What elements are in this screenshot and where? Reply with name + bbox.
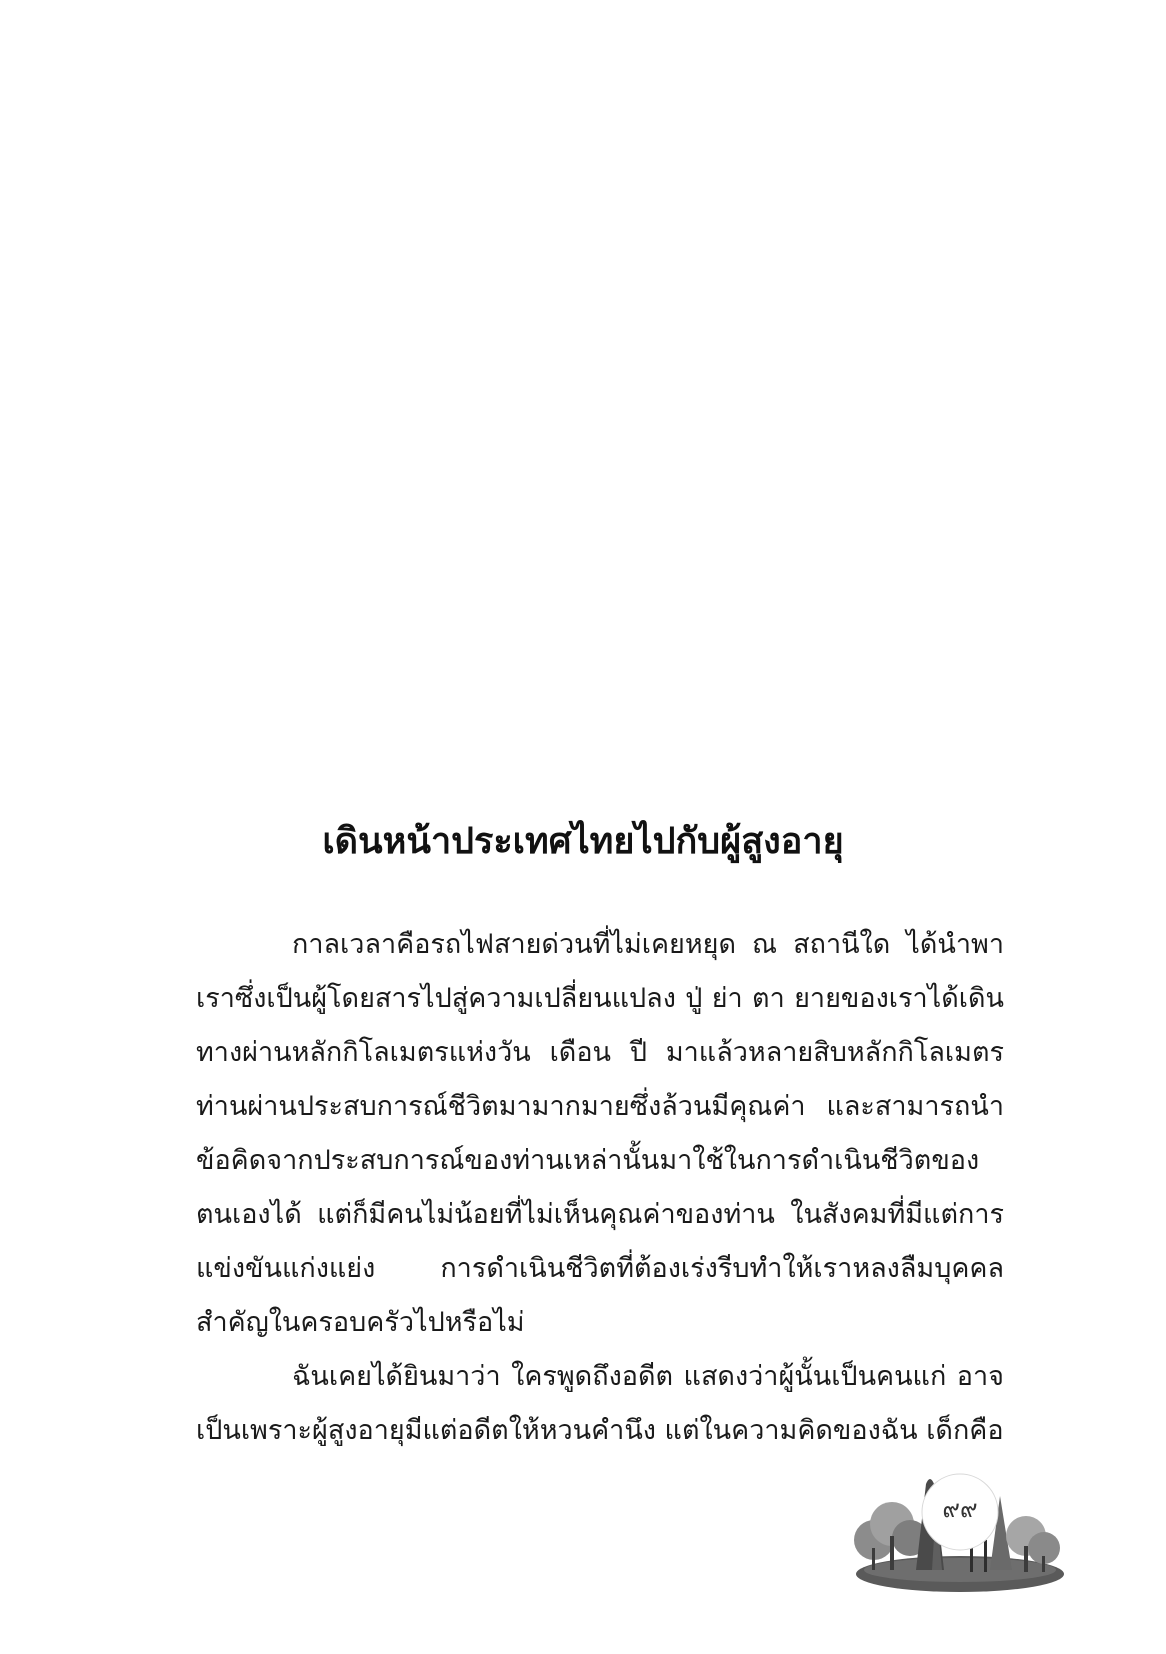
tree-landscape-illustration	[852, 1466, 1066, 1596]
page-number-emblem	[852, 1466, 1066, 1596]
paragraph: ฉันเคยได้ยินมาว่า ใครพูดถึงอดีต แสดงว่าผู้นั้นเป็นคนแก่ อาจเป็นเพราะผู้สูงอายุมีแต่อดีตให้หวนคำนึง แต่ในความคิดของฉัน เด็กคือ	[196, 1361, 1004, 1446]
chapter-title: เดินหน้าประเทศไทยไปกับผู้สูงอายุ	[322, 821, 844, 862]
paragraph: กาลเวลาคือรถไฟสายด่วนที่ไม่เคยหยุด ณ สถานีใด ได้นำพาเราซึ่งเป็นผู้โดยสารไปสู่ความเปลี่ยนแปลง ปู่ ย่า ตา ยายของเราได้เดินทางผ่านหลักกิโลเมตรแห่งวัน เดือน ปี มาแล้วหลายสิบหลักกิโลเมตร ท่านผ่านประสบการณ์ชีวิตมามากมายซึ่งล้วนมีคุณค่า และสามารถนำข้อคิดจากประสบการณ์ของท่านเหล่านั้นมาใช้ในการดำเนินชีวิตของตนเองได้ แต่ก็มีคนไม่น้อยที่ไม่เห็นคุณค่าของท่าน ในสังคมที่มีแต่การแข่งขันแก่งแย่ง การดำเนินชีวิตที่ต้องเร่งรีบทำให้เราหลงลืมบุคคลสำคัญในครอบครัวไปหรือไม่	[196, 929, 1004, 1338]
page-number: ๙๙	[942, 1495, 978, 1523]
body-text	[196, 918, 1004, 1458]
